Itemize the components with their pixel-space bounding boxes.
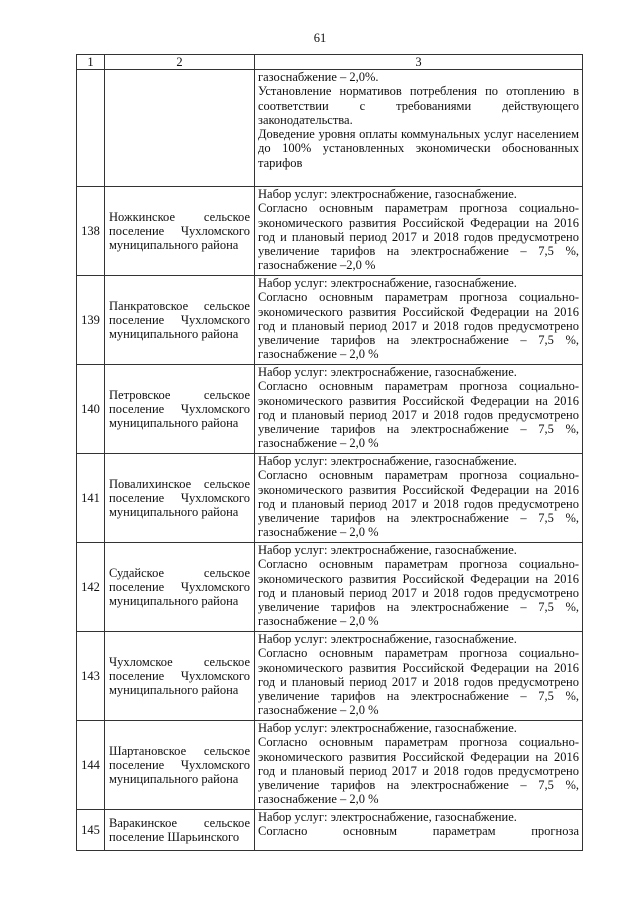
row-description: Согласно основным параметрам прогноза социально-экономического развития Российской Федерации на 2016 год и плановый период 2017 и 2018 годов предусмотрено увеличение тарифов на электроснабжение – 7,5 %, газоснабжение – 2,0 %	[258, 290, 579, 362]
table-row	[77, 365, 583, 454]
header-col-3: 3	[255, 55, 583, 70]
row-number: 139	[77, 276, 105, 365]
row-description: Согласно основным параметрам прогноза социально-экономического развития Российской Федерации на 2016 год и плановый период 2017 и 2018 годов предусмотрено увеличение тарифов на электроснабжение – 7,5 %, газоснабжение – 2,0 %	[258, 468, 579, 540]
row-description: Согласно основным параметрам прогноза социально-экономического развития Российской Федерации на 2016 год и плановый период 2017 и 2018 годов предусмотрено увеличение тарифов на электроснабжение – 7,5 %, газоснабжение – 2,0 %	[258, 735, 579, 807]
row-number: 143	[77, 632, 105, 721]
row-settlement-name: Шартановское сельское поселение Чухломского муниципального района	[105, 721, 255, 810]
table-row	[77, 454, 583, 543]
row-text	[255, 365, 583, 454]
row-text	[255, 632, 583, 721]
row-text	[255, 721, 583, 810]
table-row	[77, 543, 583, 632]
row-services: Набор услуг: электроснабжение, газоснабжение.	[258, 454, 517, 468]
row-number: 144	[77, 721, 105, 810]
row-description: Согласно основным параметрам прогноза социально-экономического развития Российской Федерации на 2016 год и плановый период 2017 и 2018 годов предусмотрено увеличение тарифов на электроснабжение – 7,5 %, газоснабжение – 2,0 %	[258, 557, 579, 629]
table-row	[77, 721, 583, 810]
header-col-2: 2	[105, 55, 255, 70]
row-number: 138	[77, 187, 105, 276]
row-number: 142	[77, 543, 105, 632]
row-description: Согласно основным параметрам прогноза	[258, 824, 579, 839]
row-settlement-name: Варакинское сельское поселение Шарьинского	[105, 810, 255, 851]
row-description: Согласно основным параметрам прогноза социально-экономического развития Российской Федерации на 2016 год и плановый период 2017 и 2018 годов предусмотрено увеличение тарифов на электроснабжение – 7,5 %, газоснабжение –2,0 %	[258, 201, 579, 273]
row-text	[255, 187, 583, 276]
row-services: Набор услуг: электроснабжение, газоснабжение.	[258, 365, 517, 379]
row-text	[255, 454, 583, 543]
header-col-1: 1	[77, 55, 105, 70]
row-text	[255, 810, 583, 851]
row-text	[255, 543, 583, 632]
row-settlement-name: Панкратовское сельское поселение Чухломского муниципального района	[105, 276, 255, 365]
row-settlement-name: Петровское сельское поселение Чухломского муниципального района	[105, 365, 255, 454]
row-services: Набор услуг: электроснабжение, газоснабжение.	[258, 810, 517, 824]
row-settlement-name: Повалихинское сельское поселение Чухломского муниципального района	[105, 454, 255, 543]
continuation-line: газоснабжение – 2,0%.	[258, 70, 379, 84]
continuation-line: Доведение уровня оплаты коммунальных услуг населением до 100% установленных экономически обоснованных тарифов	[258, 127, 579, 170]
table-header	[77, 55, 583, 70]
table-row	[77, 187, 583, 276]
row-services: Набор услуг: электроснабжение, газоснабжение.	[258, 632, 517, 646]
row-settlement-name: Ножкинское сельское поселение Чухломского муниципального района	[105, 187, 255, 276]
row-description: Согласно основным параметрам прогноза социально-экономического развития Российской Федерации на 2016 год и плановый период 2017 и 2018 годов предусмотрено увеличение тарифов на электроснабжение – 7,5 %, газоснабжение – 2,0 %	[258, 379, 579, 451]
table-row	[77, 810, 583, 851]
row-settlement-name: Судайское сельское поселение Чухломского муниципального района	[105, 543, 255, 632]
row-number: 140	[77, 365, 105, 454]
row-description: Согласно основным параметрам прогноза социально-экономического развития Российской Федерации на 2016 год и плановый период 2017 и 2018 годов предусмотрено увеличение тарифов на электроснабжение – 7,5 %, газоснабжение – 2,0 %	[258, 646, 579, 718]
table-row	[77, 632, 583, 721]
table-row-continuation	[77, 70, 583, 187]
row-number-empty	[77, 70, 105, 187]
row-settlement-name: Чухломское сельское поселение Чухломского муниципального района	[105, 632, 255, 721]
continuation-line: Установление нормативов потребления по отоплению в соответствии с требованиями действующего законодательства.	[258, 84, 579, 127]
tariff-table	[76, 54, 583, 851]
row-services: Набор услуг: электроснабжение, газоснабжение.	[258, 187, 517, 201]
row-text-continuation	[255, 70, 583, 187]
row-services: Набор услуг: электроснабжение, газоснабжение.	[258, 276, 517, 290]
row-services: Набор услуг: электроснабжение, газоснабжение.	[258, 721, 517, 735]
table-row	[77, 276, 583, 365]
row-services: Набор услуг: электроснабжение, газоснабжение.	[258, 543, 517, 557]
row-number: 141	[77, 454, 105, 543]
page-number: 61	[313, 31, 327, 45]
row-number: 145	[77, 810, 105, 851]
row-text	[255, 276, 583, 365]
row-name-empty	[105, 70, 255, 187]
